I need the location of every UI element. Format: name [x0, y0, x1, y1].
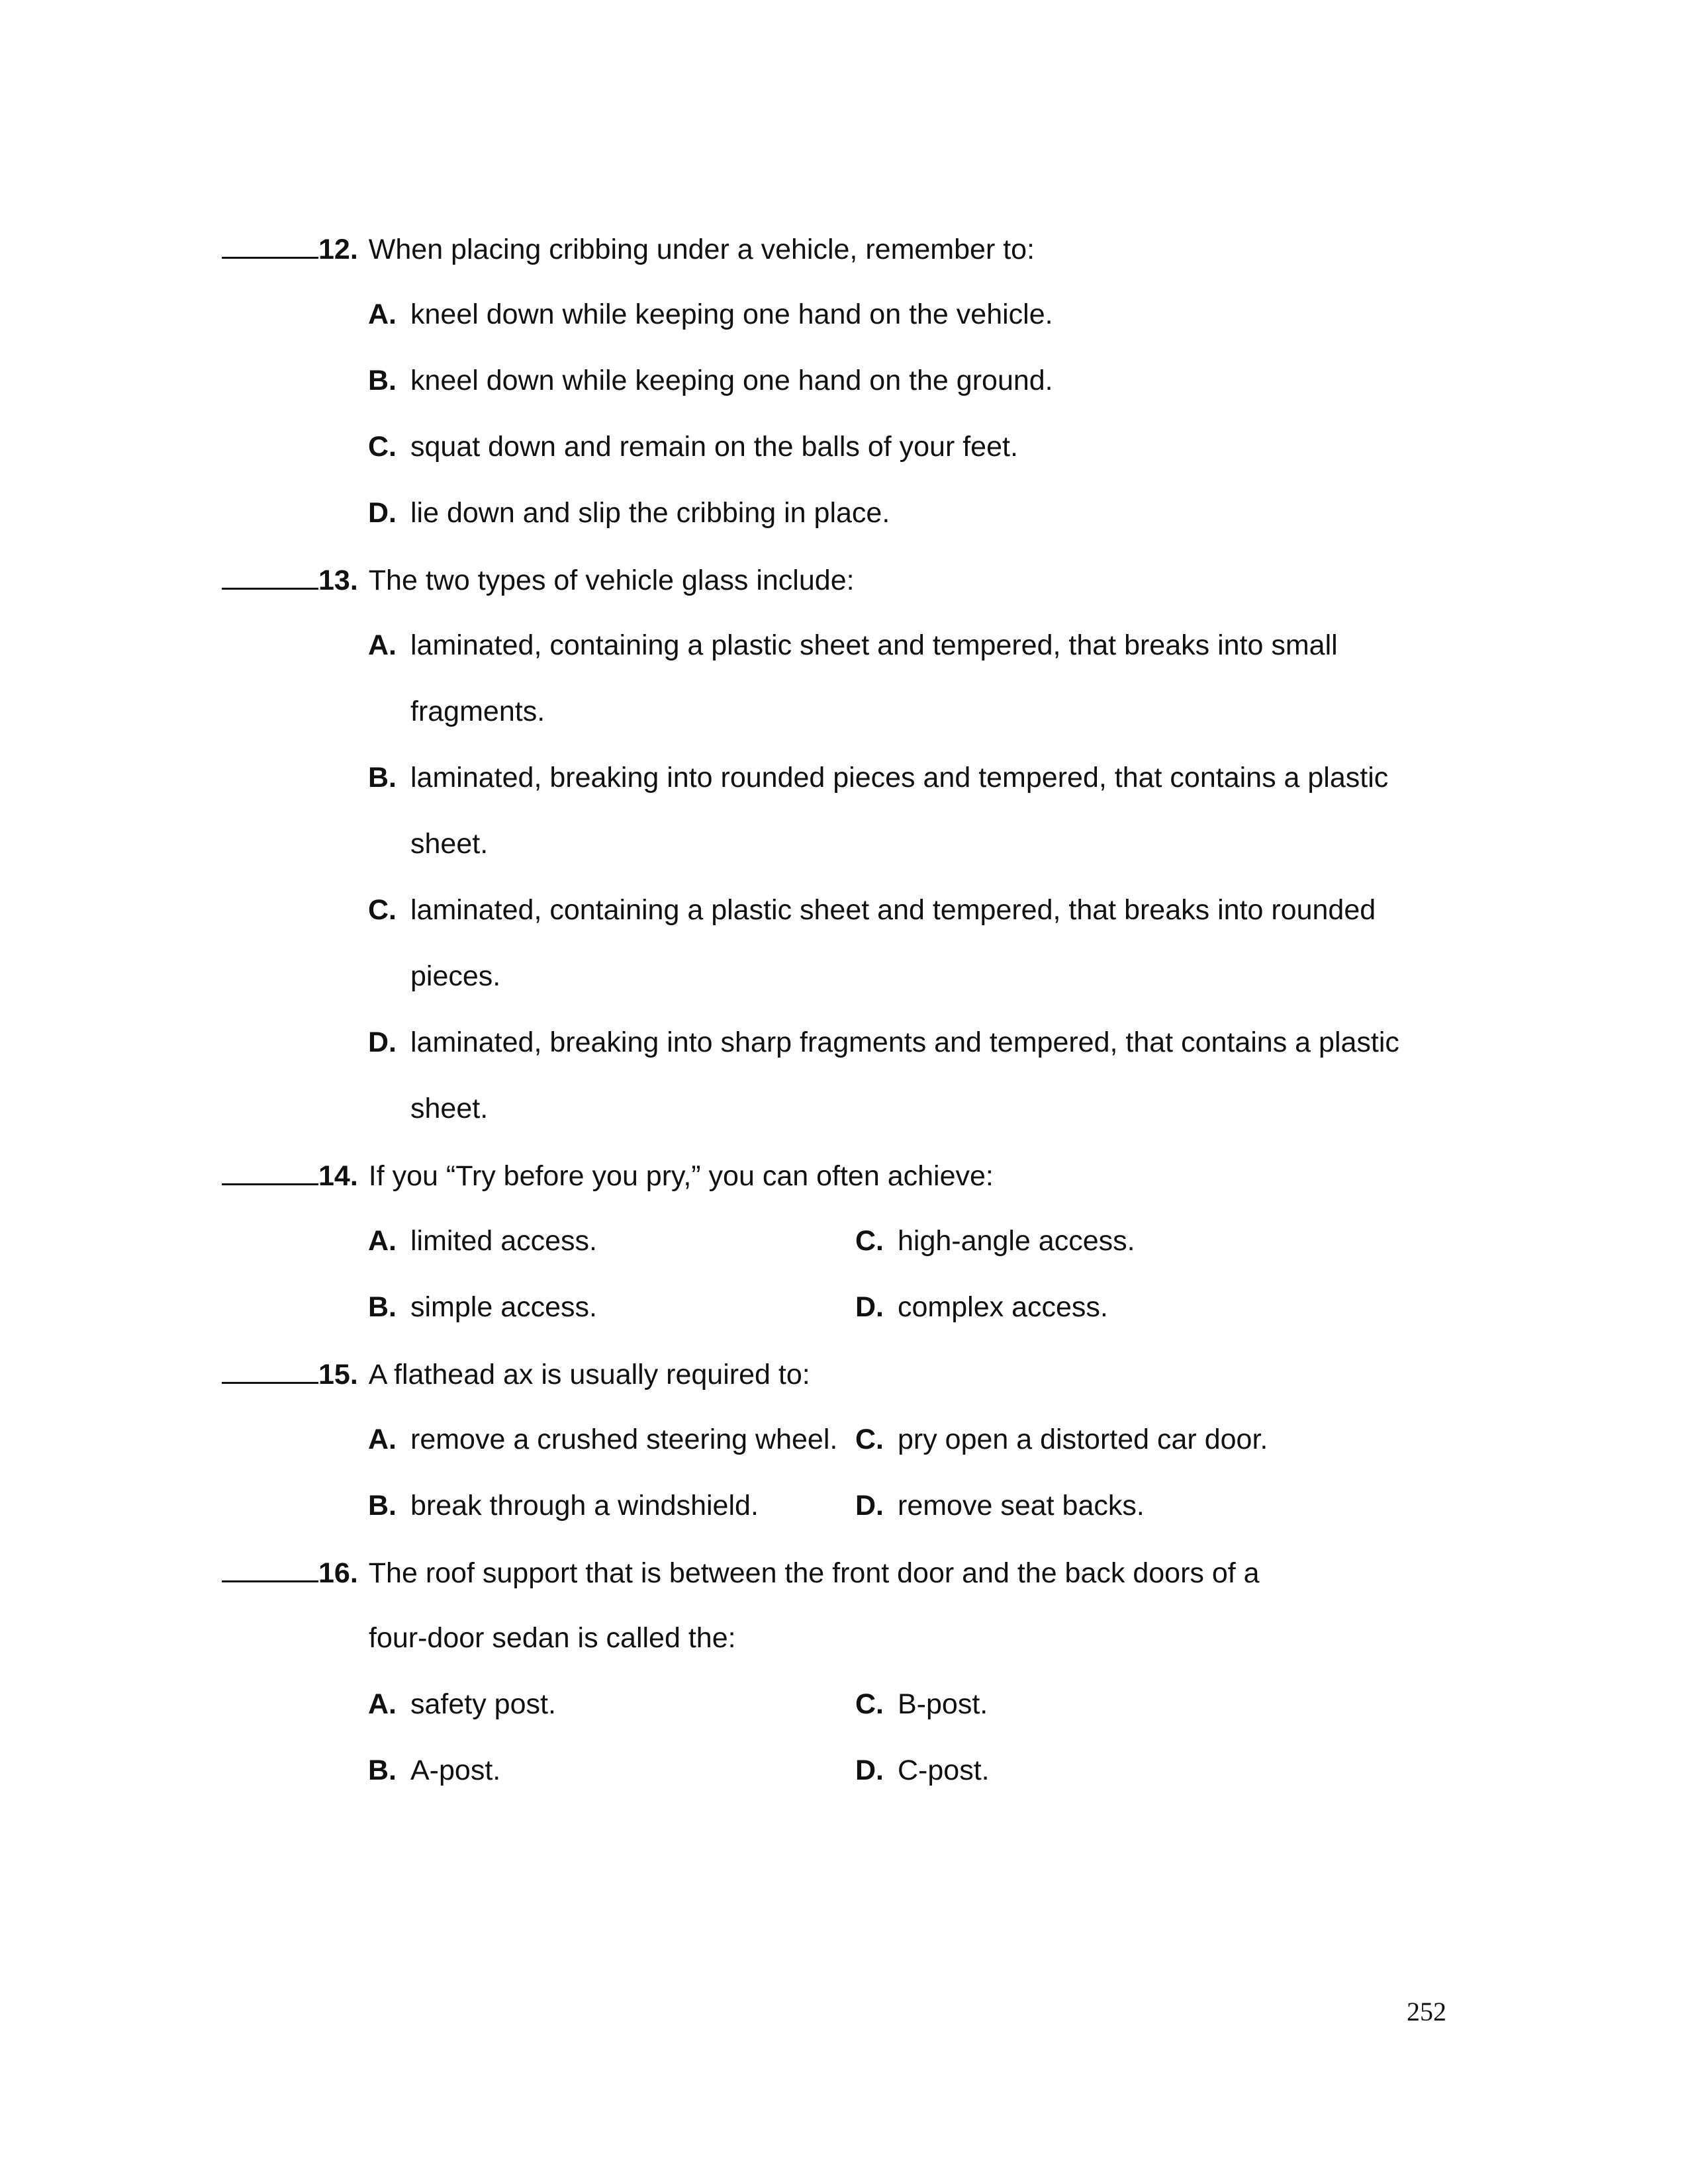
answer-blank[interactable]	[222, 1555, 318, 1582]
option-letter: B.	[368, 1291, 397, 1323]
option-text: lie down and slip the cribbing in place.	[410, 497, 890, 529]
question-14-stem	[222, 1158, 994, 1193]
question-13-option-a	[368, 629, 1338, 662]
question-16-stem	[222, 1555, 1260, 1590]
option-text-continued: pieces.	[410, 960, 501, 992]
option-letter: C.	[855, 1225, 884, 1257]
option-letter: B.	[368, 365, 397, 396]
option-text-continued: sheet.	[410, 828, 489, 860]
question-13-option-c	[368, 893, 1376, 927]
question-text: A flathead ax is usually required to:	[368, 1359, 810, 1390]
question-13-option-d	[368, 1026, 1399, 1059]
option-text: pry open a distorted car door.	[898, 1424, 1268, 1455]
question-14-option-a	[368, 1224, 597, 1257]
answer-blank[interactable]	[222, 1357, 318, 1384]
question-12-option-a	[368, 298, 1053, 331]
option-text: remove a crushed steering wheel.	[410, 1424, 838, 1455]
option-letter: D.	[855, 1754, 884, 1786]
option-letter: A.	[368, 1688, 397, 1720]
question-16-option-c	[855, 1688, 988, 1721]
question-15-stem	[222, 1357, 810, 1391]
option-text-continued: sheet.	[410, 1093, 489, 1124]
question-13-option-b	[368, 761, 1388, 794]
answer-blank[interactable]	[222, 563, 318, 590]
option-text: break through a windshield.	[410, 1490, 759, 1522]
option-letter: A.	[368, 1424, 397, 1455]
option-letter: B.	[368, 762, 397, 794]
question-14-option-d	[855, 1291, 1108, 1324]
question-15-option-a	[368, 1423, 837, 1456]
answer-blank[interactable]	[222, 1158, 318, 1185]
option-letter: C.	[368, 894, 397, 926]
option-text: high-angle access.	[898, 1225, 1135, 1257]
question-number: 13.	[318, 565, 358, 596]
question-12-stem	[222, 232, 1035, 266]
question-12-option-b	[368, 364, 1053, 397]
question-16-option-d	[855, 1754, 990, 1787]
question-12-option-d	[368, 496, 890, 529]
question-15-option-b	[368, 1489, 759, 1522]
question-text: The two types of vehicle glass include:	[368, 565, 855, 596]
option-text: laminated, breaking into sharp fragments and tempered, that contains a plastic	[410, 1026, 1399, 1058]
question-text: When placing cribbing under a vehicle, remember to:	[368, 234, 1035, 265]
option-text: limited access.	[410, 1225, 597, 1257]
option-text: laminated, breaking into rounded pieces and tempered, that contains a plastic	[410, 762, 1389, 794]
question-16-option-b	[368, 1754, 500, 1787]
option-text-continued: fragments.	[410, 696, 545, 727]
question-text: The roof support that is between the front door and the back doors of a	[368, 1557, 1260, 1589]
question-number: 14.	[318, 1160, 358, 1192]
option-text: C-post.	[898, 1754, 990, 1786]
option-letter: D.	[368, 1026, 397, 1058]
option-letter: A.	[368, 629, 397, 661]
option-letter: B.	[368, 1754, 397, 1786]
question-15-option-d	[855, 1489, 1145, 1522]
option-text: kneel down while keeping one hand on the vehicle.	[410, 298, 1053, 330]
question-13-stem	[222, 563, 855, 597]
option-letter: D.	[855, 1490, 884, 1522]
question-15-option-c	[855, 1423, 1268, 1456]
question-14-option-c	[855, 1224, 1135, 1257]
question-14-option-b	[368, 1291, 597, 1324]
option-letter: C.	[855, 1424, 884, 1455]
option-letter: D.	[855, 1291, 884, 1323]
option-text: kneel down while keeping one hand on the ground.	[410, 365, 1053, 396]
option-text: squat down and remain on the balls of your feet.	[410, 431, 1018, 463]
option-text: remove seat backs.	[898, 1490, 1145, 1522]
option-text: laminated, containing a plastic sheet and tempered, that breaks into small	[410, 629, 1338, 661]
question-text-continued: four-door sedan is called the:	[369, 1622, 736, 1654]
question-text: If you “Try before you pry,” you can often achieve:	[368, 1160, 994, 1192]
option-letter: C.	[368, 431, 397, 463]
option-text: laminated, containing a plastic sheet and tempered, that breaks into rounded	[410, 894, 1376, 926]
answer-blank[interactable]	[222, 232, 318, 259]
option-letter: D.	[368, 497, 397, 529]
question-number: 16.	[318, 1557, 358, 1589]
option-letter: B.	[368, 1490, 397, 1522]
option-letter: C.	[855, 1688, 884, 1720]
option-text: complex access.	[898, 1291, 1108, 1323]
option-text: A-post.	[410, 1754, 501, 1786]
page-number: 252	[1407, 1997, 1446, 2026]
option-letter: A.	[368, 298, 397, 330]
question-number: 15.	[318, 1359, 358, 1390]
option-letter: A.	[368, 1225, 397, 1257]
option-text: B-post.	[898, 1688, 988, 1720]
question-number: 12.	[318, 234, 358, 265]
option-text: simple access.	[410, 1291, 597, 1323]
question-16-option-a	[368, 1688, 556, 1721]
question-12-option-c	[368, 430, 1018, 463]
option-text: safety post.	[410, 1688, 556, 1720]
